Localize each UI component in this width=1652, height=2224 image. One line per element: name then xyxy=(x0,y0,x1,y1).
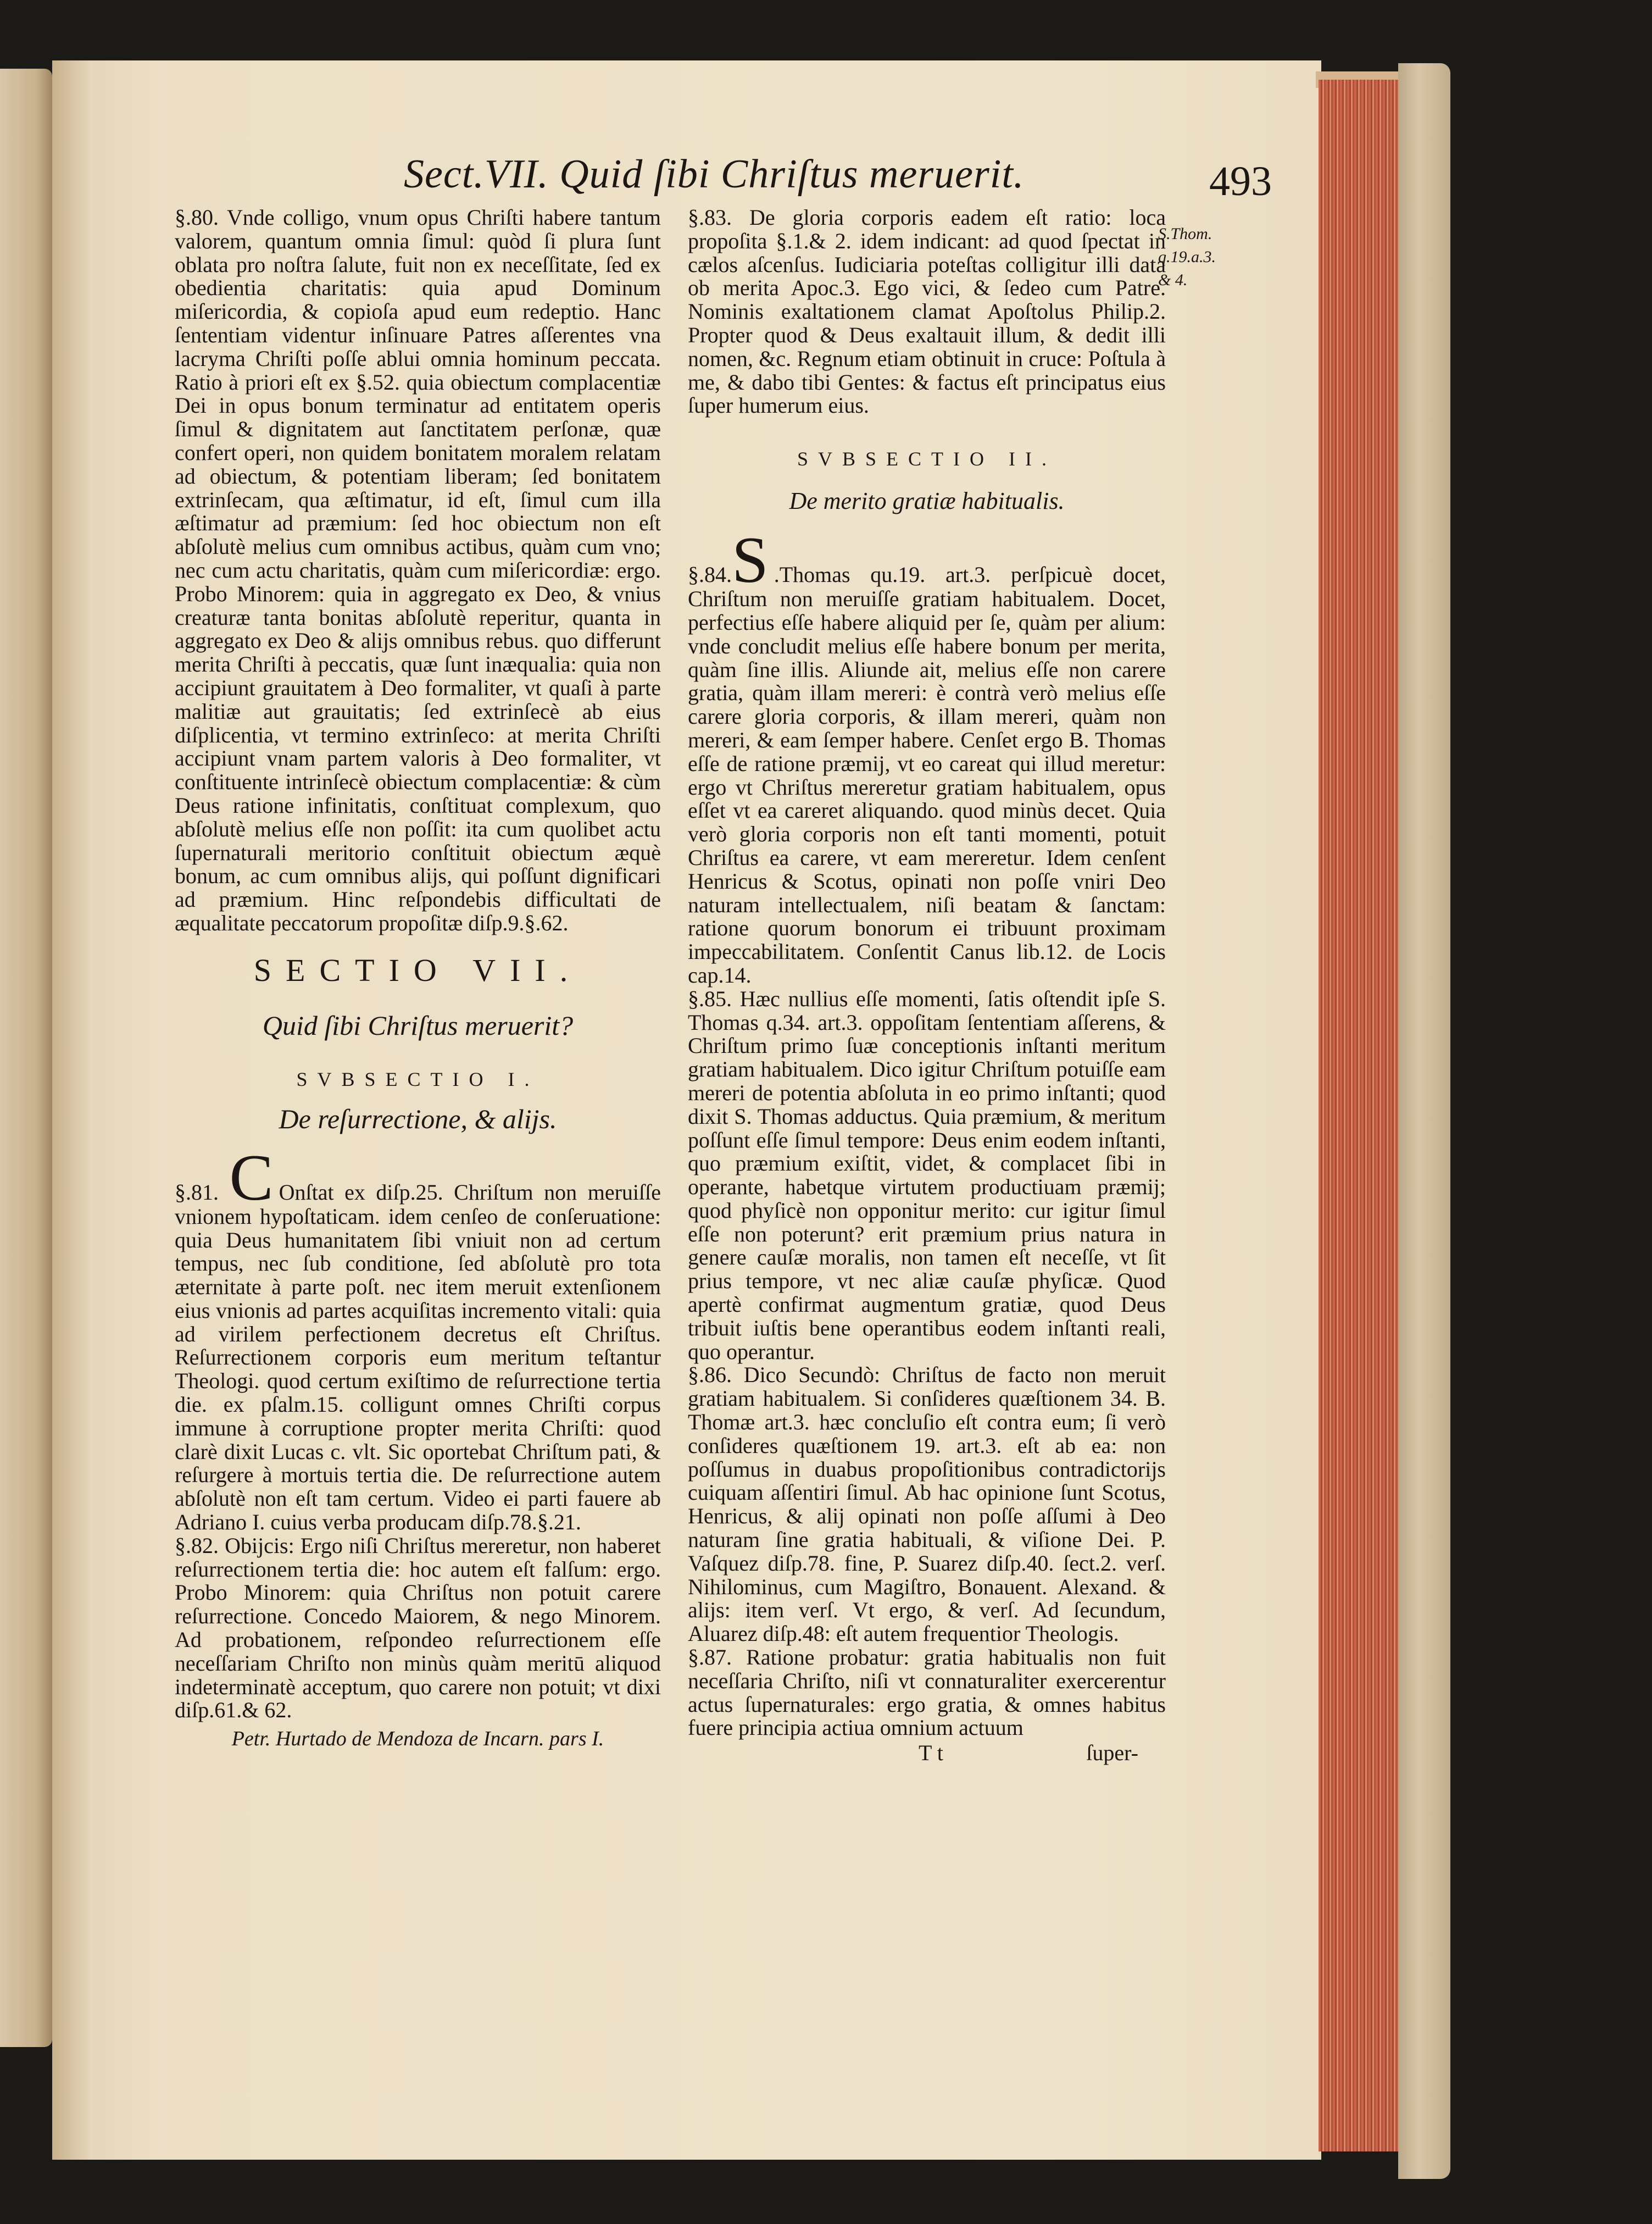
paragraph-label: §.81. xyxy=(175,1179,219,1205)
paragraph-84 xyxy=(688,523,1166,988)
running-head: Sect.VII. Quid ſibi Chriſtus meruerit. xyxy=(404,152,1025,197)
paragraph-87: §.87. Ratione probatur: gratia habitualis non fuit neceſſaria Chriſto, niſi vt connaturaliter exercerentur actus ſupernaturales: ergo gratia, & omnes habitus fuere principia actiua omnium actuum xyxy=(688,1645,1166,1740)
paragraph-81 xyxy=(175,1140,661,1535)
red-page-edges xyxy=(1319,80,1401,2151)
paragraph-80: §.80. Vnde colligo, vnum opus Chriſti habere tantum valorem, quantum omnia ſimul: quòd ſi plura ſunt oblata pro noſtra ſalute, fuit non ex neceſſitate, ſed ex obedientia charitatis: quia apud Dominum miſericordia, & copioſa apud eum redeptio. Hanc ſententiam videntur inſinuare Patres aſſerentes vna lacryma Chriſti poſſe ablui omnia hominum peccata. Ratio à priori eſt ex §.52. quia obiectum complacentiæ Dei in opus bonum terminatur ad entitatem operis ſimul & dignitatem aut ſanctitatem perſonæ, quæ confert operi, non quidem bonitatem moralem relatam ad obiectum, & potentiam liberam; ſed bonitatem extrinſecam, qua æſtimatur, id eſt, ſimul cum illa æſtimatur ad præmium: ſed hoc obiectum non eſt abſolutè melius cum omnibus actibus, quàm cum vno; nec cum actu charitatis, quàm cum miſericordiæ: ergo. Probo Minorem: quia in aggregato ex Deo, & vnius creaturæ tanta bonitas abſolutè reperitur, quanta in aggregato ex Deo & alijs omnibus rebus. quo differunt merita Chriſti à peccatis, quæ ſunt inæqualia: quia non accipiunt grauitatem à Deo formaliter, vt quaſi à parte malitiæ aut grauitatis; ſed extrinſecè ab eius diſplicentia, vt termino extrinſeco: at merita Chriſti accipiunt vnam partem valoris à Deo formaliter, vt conſtituente intrinſecè obiectum complacentiæ: & cùm Deus ratione infinitatis, conſtituat complexum, quo abſolutè melius eſſe non poſſit: ita cum quolibet actu ſupernaturali meritorio conſtituit obiectum æquè bonum, ac cum omnibus alijs, qui poſſunt dignificari ad præmium. Hinc reſpondebis difficultati de æqualitate peccatorum propoſitæ diſp.9.§.62. xyxy=(175,205,661,935)
margin-note-line: q.19.a.3. xyxy=(1158,248,1216,266)
drop-cap: S xyxy=(732,523,769,597)
paragraph-text: Onſtat ex diſp.25. Chriſtum non meruiſſe vnionem hypoſtaticam. idem cenſeo de conſeruatione: quia Deus humanitatem ſibi vniuit non ad certum tempus, nec ſub conditione, ſed abſolutè pro tota æternitate à parte poſt. nec item meruit extenſionem eius vnionis ad partes acquiſitas incremento vitali: quia ad virilem perfectionem decretus eſt Chriſtus. Reſurrectionem corporis eum meritum teſtantur Theologi. quod certum exiſtimo de reſurrectione tertia die. ex pſalm.15. colligunt omnes Chriſti corpus immune à corruptione propter merita Chriſti: quod clarè dixit Lucas c. vlt. Sic oportebat Chriſtum pati, & reſurgere à mortuis tertia die. De reſurrectione autem abſolutè non eſt tam certum. Video ei parti fauere ab Adriano I. cuius verba producam diſp.78.§.21. xyxy=(175,1179,661,1535)
signature-mark: T t xyxy=(919,1740,943,1766)
footer-author-line: Petr. Hurtado de Mendoza de Incarn. pars I. xyxy=(231,1727,604,1751)
section-title: Quid ſibi Chriſtus meruerit? xyxy=(262,1010,574,1041)
paragraph-label: §.84. xyxy=(688,562,732,587)
subsection-heading: SVBSECTIO II. xyxy=(797,448,1056,470)
drop-cap: C xyxy=(229,1140,274,1214)
paragraph-86: §.86. Dico Secundò: Chriſtus de facto non meruit gratiam habitualem. Si conſideres quæſtionem 34. B. Thomæ art.3. hæc concluſio eſt contra eum; ſi verò conſideres quæſtionem 19. art.3. eſt ab ea: non poſſumus in duabus propoſitionibus contradictorijs cuiquam aſſentiri ſimul. Ab hac opinione ſunt Scotus, Henricus, & alij opinati non poſſe aſſumi à Deo naturam ſine gratia habituali, & viſione Dei. P. Vaſquez diſp.78. fine, P. Suarez diſp.40. ſect.2. verſ. Nihilominus, cum Magiſtro, Bonauent. Alexand. & alijs: item verſ. Vt ergo, & verſ. Ad ſecundum, Aluarez diſp.48: eſt autem frequentior Theologis. xyxy=(688,1362,1166,1646)
margin-note xyxy=(1158,223,1224,292)
cover-edge xyxy=(1398,63,1450,2179)
margin-note-line: & 4. xyxy=(1158,271,1188,289)
section-heading: SECTIO VII. xyxy=(253,952,582,988)
subsection-title: De merito gratiæ habitualis. xyxy=(789,487,1065,515)
page-header xyxy=(404,151,1272,212)
left-column xyxy=(175,206,661,1751)
catchword: ſuper- xyxy=(1086,1740,1138,1766)
paragraph-82: §.82. Obijcis: Ergo niſi Chriſtus mereretur, non haberet reſurrectionem tertia die: hoc autem eſt falſum: ergo. Probo Minorem: quia Chriſtus non potuit carere reſurrectione. Concedo Maiorem, & nego Minorem. Ad probationem, reſpondeo reſurrectionem eſſe neceſſariam Chriſto non minùs quàm meritū aliquod indeterminatè acceptum, quo carere non potuit; vt dixi diſp.61.& 62. xyxy=(175,1533,661,1723)
left-page-edge xyxy=(0,69,52,2047)
subsection-heading: SVBSECTIO I. xyxy=(296,1068,539,1090)
signature-line xyxy=(688,1740,1138,1766)
paragraph-text: .Thomas qu.19. art.3. perſpicuè docet, Chriſtum non meruiſſe gratiam habitualem. Docet, perfectius eſſe habere aliquid per ſe, quàm per alium: vnde concludit melius eſſe habere bonum per merita, quàm ſine illis. Aliunde ait, melius eſſe non carere gratia, quàm illam mereri: è contrà verò melius eſſe carere gloria corporis, & illam mereri, quàm non mereri, & eam ſemper habere. Cenſet ergo B. Thomas eſſe de ratione præmij, vt eo careat qui illud meretur: ergo vt Chriſtus mereretur gratiam habitualem, opus eſſet vt ea careret aliquando. quod minùs decet. Quia verò gloria corporis non eſt tanti momenti, potuit Chriſtus ea carere, vt eam mereretur. Idem cenſent Henricus & Scotus, opinati non poſſe vniri Deo naturam intellectualem, niſi beatam & ſanctam: ratione quorum bonorum ei tribuunt proximam impeccabilitatem. Conſentit Canus lib.12. de Locis cap.14. xyxy=(688,562,1166,988)
subsection-title: De reſurrectione, & alijs. xyxy=(279,1103,557,1134)
margin-note-line: S.Thom. xyxy=(1158,225,1212,243)
page-number: 493 xyxy=(1209,158,1272,204)
paragraph-83: §.83. De gloria corporis eadem eſt ratio: loca propoſita §.1.& 2. idem indicant: ad quod ſpectat in cælos aſcenſus. Iudiciaria poteſtas colligitur illi data ob merita Apoc.3. Ego vici, & ſedeo cum Patre. Nominis exaltationem clamat Apoſtolus Philip.2. Propter quod & Deus exaltauit illum, & dedit illi nomen, &c. Regnum etiam obtinuit in cruce: Poſtula à me, & dabo tibi Gentes: & factus eſt principatus eius ſuper humerum eius. xyxy=(688,205,1166,418)
paragraph-85: §.85. Hæc nullius eſſe momenti, ſatis oſtendit ipſe S. Thomas q.34. art.3. oppoſitam ſententiam aſſerens, & Chriſtum primo ſuæ conceptionis inſtanti meritum gratiam habitualem. Dico igitur Chriſtum potuiſſe eam mereri de potentia abſoluta in eo primo inſtanti; quod dixit S. Thomas adductus. Quia præmium, & meritum poſſunt eſſe ſimul tempore: Deus enim eodem inſtanti, quo præmium exiſtit, videt, & complacet ſibi in operante, habetque virtutem productiuam præmij; quod phyſicè non opponitur merito: cur igitur ſimul eſſe non poterunt? erit præmium prius natura in genere cauſæ moralis, non tamen eſt neceſſe, vt ſit prius tempore, vt nec aliæ cauſæ phyſicæ. Quod apertè confirmat augmentum gratiæ, quod Deus tribuit iuſtis bene operantibus eodem inſtanti reali, quo operantur. xyxy=(688,986,1166,1364)
right-column xyxy=(688,206,1166,1766)
